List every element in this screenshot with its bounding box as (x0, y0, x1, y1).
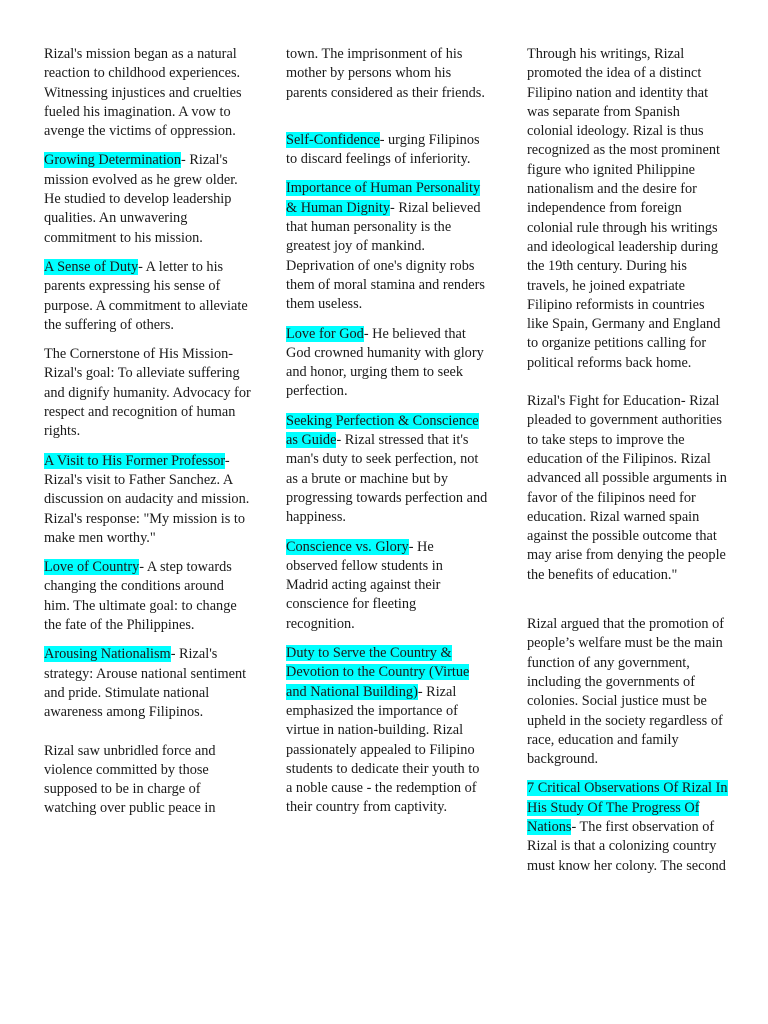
paragraph (44, 452, 252, 548)
paragraph (286, 45, 488, 103)
highlighted-heading: Seeking Perfection & Conscience as Guide (286, 412, 479, 449)
column-2 (286, 45, 488, 828)
highlighted-heading: Conscience vs. Glory (286, 538, 409, 555)
highlighted-heading: Importance of Human Personality & Human Dignity (286, 180, 481, 216)
paragraph-text: Rizal's mission began as a natural reaction to childhood experiences. Witnessing injustices and cruelties fueled his imagination. A vow to avenge the victims of oppression. (44, 46, 242, 140)
paragraph (286, 644, 488, 818)
paragraph-text: town. The imprisonment of his mother by persons whom his parents considered as their friends. (286, 46, 485, 101)
highlighted-heading: Arousing Nationalism (44, 646, 171, 663)
spacer (527, 595, 729, 615)
paragraph (44, 345, 252, 441)
paragraph (527, 392, 729, 585)
paragraph (527, 45, 729, 373)
highlighted-heading: A Visit to His Former Professor (44, 452, 225, 469)
paragraph (44, 151, 252, 247)
paragraph (44, 645, 252, 722)
paragraph (286, 179, 488, 314)
paragraph-text: Rizal argued that the promotion of people’s welfare must be the main function of any government, including the governments of colonies. Social justice must be upheld in the society regardless of race, education and family background. (527, 616, 725, 768)
paragraph-text: - Rizal's visit to Father Sanchez. A discussion on audacity and mission. Rizal's response: "My mission is to make men worthy." (44, 452, 250, 546)
paragraph-text: Rizal's Fight for Education- Rizal pleaded to government authorities to take steps to improve the education of the Filipinos. Rizal advanced all possible arguments in favor of the filipinos need for education. Rizal warned spain against the possible outcome that may arise from denying the people the benefits of education." (527, 393, 727, 583)
highlighted-heading: A Sense of Duty (44, 258, 139, 275)
paragraph-text: - He observed fellow students in Madrid acting against their conscience for fleeting recognition. (286, 538, 443, 632)
paragraph-text: The Cornerstone of His Mission-Rizal's goal: To alleviate suffering and dignify humanity. Advocacy for respect and recognition of human rights. (44, 346, 251, 440)
spacer (286, 113, 488, 131)
paragraph (286, 412, 488, 528)
paragraph-text: Through his writings, Rizal promoted the idea of a distinct Filipino nation and identity that was separate from Spanish colonial ideology. Rizal is thus recognized as the most prominent figure who ignited Philippine nationalism and the desire for independence from foreign colonial rule through his writings and ideological leadership during the 19th century. During his travels, he joined expatriate Filipino reformists in countries like Spain, Germany and England to organize petitions calling for political reforms back home. (527, 46, 721, 371)
paragraph-text: - A step towards changing the conditions around him. The ultimate goal: to change the fate of the Philippines. (44, 559, 237, 634)
paragraph (44, 45, 252, 141)
column-1 (44, 45, 252, 829)
paragraph (44, 558, 252, 635)
highlighted-heading: Love for God (286, 325, 364, 342)
paragraph-text: Rizal saw unbridled force and violence committed by those supposed to be in charge of watching over public peace in (44, 742, 216, 817)
paragraph (286, 325, 488, 402)
highlighted-heading: 7 Critical Observations Of Rizal In His Study Of The Progress Of Nations (527, 780, 728, 835)
paragraph-text: - Rizal believed that human personality is the greatest joy of mankind. Deprivation of one's dignity robs them of moral stamina and renders them useless. (286, 199, 485, 313)
paragraph-text: - Rizal's strategy: Arouse national sentiment and pride. Stimulate national awareness among Filipinos. (44, 646, 247, 721)
paragraph (286, 538, 488, 634)
highlighted-heading: Duty to Serve the Country & Devotion to the Country (Virtue and National Building) (286, 645, 470, 700)
paragraph-text: - Rizal emphasized the importance of virtue in nation-building. Rizal passionately appealed to Filipino students to dedicate their youth to a noble cause - the redemption of their country from captivity. (286, 683, 480, 816)
paragraph (527, 779, 729, 875)
paragraph-text: - Rizal's mission evolved as he grew older. He studied to develop leadership qualities. An unwavering commitment to his mission. (44, 152, 238, 246)
paragraph-text: - Rizal stressed that it's man's duty to seek perfection, not as a brute or machine but by progressing towards perfection and happiness. (286, 432, 488, 526)
spacer (527, 383, 729, 392)
paragraph-text: - He believed that God crowned humanity with glory and honor, urging them to seek perfection. (286, 325, 484, 400)
paragraph-text: - A letter to his parents expressing his sense of purpose. A commitment to alleviate the suffering of others. (44, 258, 248, 333)
highlighted-heading: Growing Determination (44, 152, 181, 169)
paragraph (527, 615, 729, 769)
highlighted-heading: Self-Confidence (286, 131, 380, 148)
paragraph (44, 742, 252, 819)
paragraph-text: - urging Filipinos to discard feelings of inferiority. (286, 131, 480, 168)
spacer (44, 733, 252, 742)
paragraph (44, 258, 252, 335)
paragraph (286, 131, 488, 170)
paragraph-text: - The first observation of Rizal is that a colonizing country must know her colony. The second (527, 818, 726, 874)
column-3 (527, 45, 729, 886)
highlighted-heading: Love of Country (44, 559, 140, 576)
